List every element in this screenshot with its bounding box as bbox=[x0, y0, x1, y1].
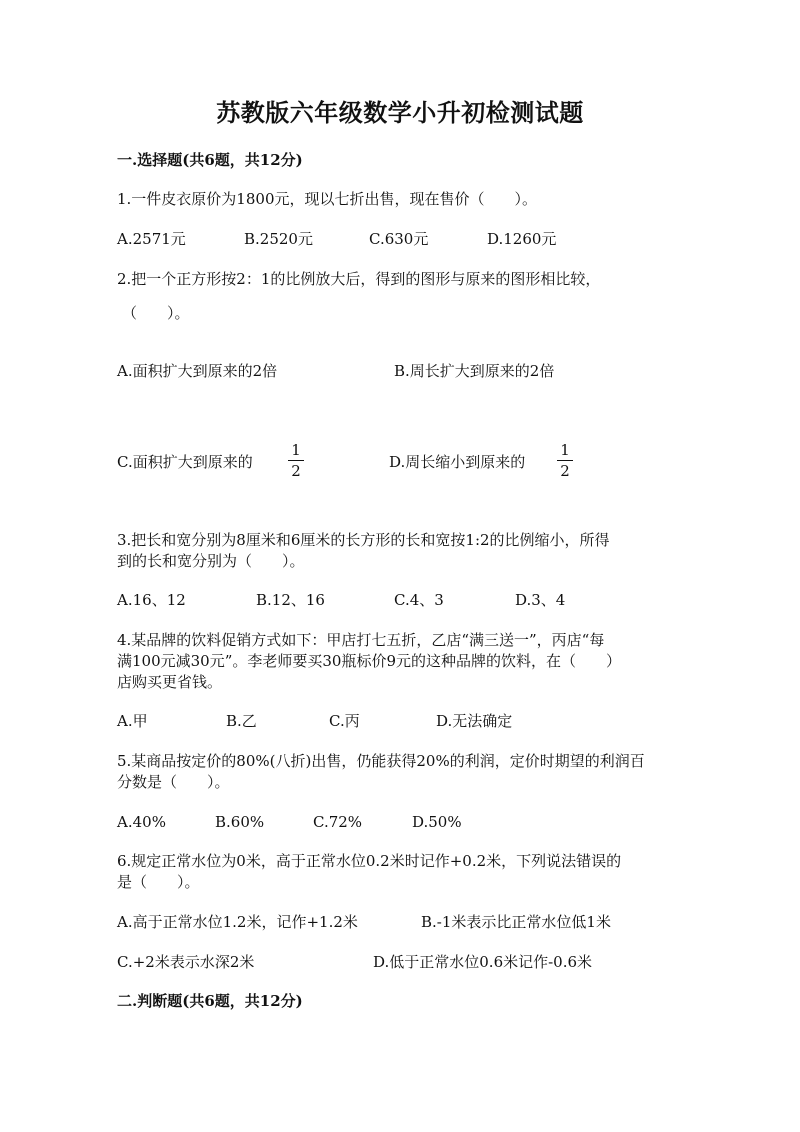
question-1-option-b: B.2520元 bbox=[244, 230, 313, 248]
question-5-option-a: A.40% bbox=[117, 813, 166, 831]
question-5-stem-line2: 分数是（ ）。 bbox=[117, 773, 230, 791]
fraction-one-half-d bbox=[557, 442, 573, 479]
question-3-option-a: A.16、12 bbox=[117, 591, 186, 609]
question-4-stem-line1: 4.某品牌的饮料促销方式如下：甲店打七五折，乙店“满三送一”，丙店“每 bbox=[117, 631, 605, 649]
fraction-numerator: 1 bbox=[560, 441, 570, 459]
question-3-option-d: D.3、4 bbox=[515, 591, 566, 609]
question-5-stem-line1: 5.某商品按定价的80%(八折)出售，仍能获得20%的利润，定价时期望的利润百 bbox=[117, 752, 645, 770]
question-4-option-d: D.无法确定 bbox=[436, 712, 513, 730]
question-4-stem-line2: 满100元减30元”。李老师要买30瓶标价9元的这种品牌的饮料，在（ ） bbox=[117, 652, 622, 670]
question-4-stem-line3: 店购买更省钱。 bbox=[117, 673, 223, 691]
question-3-stem-line1: 3.把长和宽分别为8厘米和6厘米的长方形的长和宽按1:2的比例缩小，所得 bbox=[117, 531, 610, 549]
question-6-stem-line2: 是（ ）。 bbox=[117, 873, 200, 891]
question-2-stem-line2: （ ）。 bbox=[122, 304, 190, 322]
question-3-option-c: C.4、3 bbox=[394, 591, 444, 609]
fraction-denominator: 2 bbox=[560, 462, 570, 480]
question-6-option-a: A.高于正常水位1.2米，记作+1.2米 bbox=[117, 913, 358, 931]
fraction-bar bbox=[288, 460, 304, 461]
fraction-denominator: 2 bbox=[291, 462, 301, 480]
question-5-option-b: B.60% bbox=[215, 813, 265, 831]
question-6-option-c: C.+2米表示水深2米 bbox=[117, 953, 255, 971]
question-4-option-b: B.乙 bbox=[226, 712, 257, 730]
question-1-option-d: D.1260元 bbox=[487, 230, 557, 248]
question-5-option-c: C.72% bbox=[313, 813, 363, 831]
question-1-option-c: C.630元 bbox=[369, 230, 429, 248]
question-1-stem: 1.一件皮衣原价为1800元，现以七折出售，现在售价（ ）。 bbox=[117, 190, 537, 208]
question-2-option-d: D.周长缩小到原来的 bbox=[389, 453, 526, 471]
question-1-option-a: A.2571元 bbox=[117, 230, 186, 248]
question-3-option-b: B.12、16 bbox=[256, 591, 325, 609]
question-3-stem-line2: 到的长和宽分别为（ ）。 bbox=[117, 552, 305, 570]
fraction-bar bbox=[557, 460, 573, 461]
question-5-option-d: D.50% bbox=[412, 813, 462, 831]
question-6-stem-line1: 6.规定正常水位为0米，高于正常水位0.2米时记作+0.2米，下列说法错误的 bbox=[117, 852, 622, 870]
section-heading-choice: 一.选择题(共6题，共12分) bbox=[117, 151, 303, 169]
fraction-numerator: 1 bbox=[291, 441, 301, 459]
question-6-option-b: B.-1米表示比正常水位低1米 bbox=[421, 913, 611, 931]
question-6-option-d: D.低于正常水位0.6米记作-0.6米 bbox=[373, 953, 593, 971]
page-title: 苏教版六年级数学小升初检测试题 bbox=[216, 98, 584, 127]
question-4-option-c: C.丙 bbox=[329, 712, 360, 730]
question-2-option-b: B.周长扩大到原来的2倍 bbox=[394, 362, 555, 380]
question-4-option-a: A.甲 bbox=[117, 712, 148, 730]
question-2-option-c: C.面积扩大到原来的 bbox=[117, 453, 253, 471]
section-heading-judgment: 二.判断题(共6题，共12分) bbox=[117, 992, 303, 1010]
question-2-option-a: A.面积扩大到原来的2倍 bbox=[117, 362, 278, 380]
question-2-stem-line1: 2.把一个正方形按2：1的比例放大后，得到的图形与原来的图形相比较， bbox=[117, 270, 601, 288]
fraction-one-half-c bbox=[288, 442, 304, 479]
